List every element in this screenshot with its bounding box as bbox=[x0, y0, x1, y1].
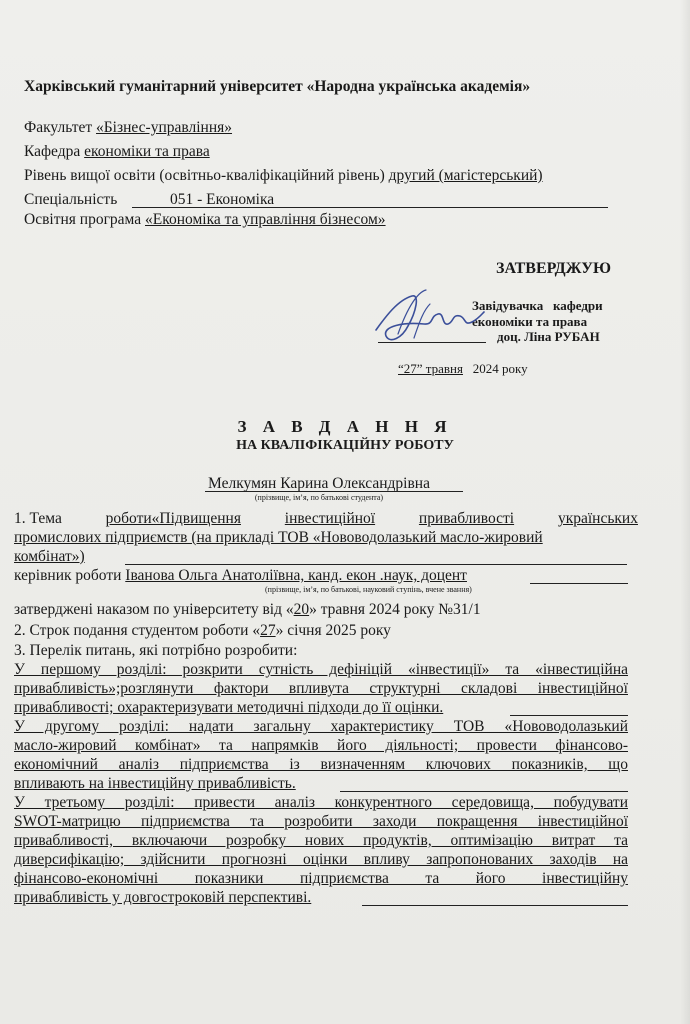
q2-line-2: масло-жировий комбінат» та напрямків його діяльності; провести фінансово- bbox=[14, 737, 628, 754]
signature-image bbox=[368, 286, 488, 350]
approver-name: доц. Ліна РУБАН bbox=[497, 329, 600, 344]
theme-word-4: привабливості bbox=[418, 510, 515, 527]
supervisor-caption: (прізвище, ім’я, по батькові, науковий ступінь, вчене звання) bbox=[265, 585, 472, 594]
student-caption: (прізвище, ім’я, по батькові студента) bbox=[254, 493, 384, 502]
approval-date-line bbox=[398, 359, 528, 378]
q1-underline-fill bbox=[510, 715, 628, 716]
faculty-line bbox=[24, 118, 232, 137]
task-title: З А В Д А Н Н Я bbox=[237, 417, 453, 436]
q3-line-5: фінансово-економічні показники підприємства та його інвестиційну bbox=[14, 870, 628, 887]
specialty-label: Спеціальність bbox=[24, 191, 118, 208]
q3-line-2: SWOT-матрицю підприємства та розробити заходи покращення інвестиційної bbox=[14, 813, 628, 830]
approver-position-2: економіки та права bbox=[472, 314, 588, 329]
university-name: Харківський гуманітарний університет «Народна українська академія» bbox=[24, 78, 531, 95]
theme-line-2: промислових підприємств (на прикладі ТОВ «Нововодолазький масло-жировий bbox=[14, 529, 543, 546]
q2-line-1: У другому розділі: надати загальну характеристику ТОВ «Нововодолазький bbox=[14, 718, 628, 735]
deadline-suffix: » січня 2025 року bbox=[275, 622, 391, 639]
q1-line-3: привабливості; охарактеризувати методичні підходи до її оцінки. bbox=[14, 699, 444, 716]
q3-line-6: привабливість у довгостроковій перспективі. bbox=[14, 889, 312, 906]
department-value: економіки та права bbox=[84, 143, 210, 160]
department-line bbox=[24, 142, 210, 161]
order-prefix: затверджені наказом по університету від « bbox=[14, 601, 294, 618]
program-label: Освітня програма bbox=[24, 211, 146, 228]
approval-date-year: 2024 року bbox=[472, 361, 528, 376]
q2-line-4: впливають на інвестиційну привабливість. bbox=[14, 775, 296, 792]
supervisor-underline-fill bbox=[530, 583, 628, 584]
department-label: Кафедра bbox=[24, 143, 85, 160]
specialty-value: 051 - Економіка bbox=[170, 191, 275, 208]
supervisor-value: Іванова Ольга Анатоліївна, канд. екон .наук, доцент bbox=[125, 567, 467, 584]
order-day: 20 bbox=[293, 601, 310, 618]
q3-line-3: привабливості, включаючи розробку нових продуктів, оптимізацію витрат та bbox=[14, 832, 628, 849]
approval-date-day: “27” травня bbox=[398, 361, 463, 376]
student-name: Мелкумян Карина Олександрівна bbox=[208, 475, 430, 492]
page-edge-shadow bbox=[680, 0, 690, 1024]
level-line bbox=[24, 166, 543, 185]
theme-number: 1. bbox=[14, 510, 26, 527]
q3-line-1: У третьому розділі: привести аналіз конкурентного середовища, побудувати bbox=[14, 794, 628, 811]
order-middle: » травня 2024 року №31/1 bbox=[309, 601, 481, 618]
specialty-line bbox=[24, 190, 117, 209]
level-label: Рівень вищої освіти (освітньо-кваліфікаційний рівень) bbox=[24, 167, 389, 184]
order-line bbox=[14, 600, 481, 619]
approve-heading: ЗАТВЕРДЖУЮ bbox=[496, 260, 612, 277]
deadline-day: 27 bbox=[260, 622, 276, 639]
q3-line-4: диверсифікацію; здійснити прогнозні оцінки впливу запропонованих заходів на bbox=[14, 851, 628, 868]
q2-line-3: економічний аналіз підприємства із визначенням ключових показників, що bbox=[14, 756, 628, 773]
faculty-label: Факультет bbox=[24, 119, 97, 136]
supervisor-line bbox=[14, 566, 467, 585]
theme-word-5: українських bbox=[557, 510, 638, 527]
program-value: «Економіка та управління бізнесом» bbox=[145, 211, 386, 228]
theme-line-1 bbox=[14, 509, 638, 528]
theme-word-3: інвестиційної bbox=[284, 510, 376, 527]
theme-word-2: роботи«Підвищення bbox=[105, 510, 241, 527]
faculty-value: «Бізнес-управління» bbox=[96, 119, 233, 136]
theme-underline-fill bbox=[125, 564, 627, 565]
theme-number-label bbox=[14, 509, 62, 528]
supervisor-label: керівник роботи bbox=[14, 567, 126, 584]
level-value: другий (магістерський) bbox=[388, 167, 543, 184]
theme-line-3: комбінат») bbox=[14, 548, 85, 565]
questions-heading: 3. Перелік питань, які потрібно розробити: bbox=[14, 642, 298, 659]
deadline-line bbox=[14, 621, 391, 640]
theme-label: Тема bbox=[29, 510, 62, 527]
deadline-prefix: 2. Строк подання студентом роботи « bbox=[14, 622, 261, 639]
q1-line-2: привабливість»;розглянути фактори впливута структурні складові інвестиційної bbox=[14, 680, 628, 697]
program-line bbox=[24, 210, 386, 229]
q2-underline-fill bbox=[340, 791, 628, 792]
q1-line-1: У першому розділі: розкрити сутність дефініцій «інвестиції» та «інвестиційна bbox=[14, 661, 628, 678]
task-subtitle: НА КВАЛІФІКАЦІЙНУ РОБОТУ bbox=[236, 438, 454, 453]
student-underline bbox=[205, 491, 463, 492]
approver-position-1: Завідувачка кафедри bbox=[472, 298, 603, 313]
q3-underline-fill bbox=[362, 905, 628, 906]
